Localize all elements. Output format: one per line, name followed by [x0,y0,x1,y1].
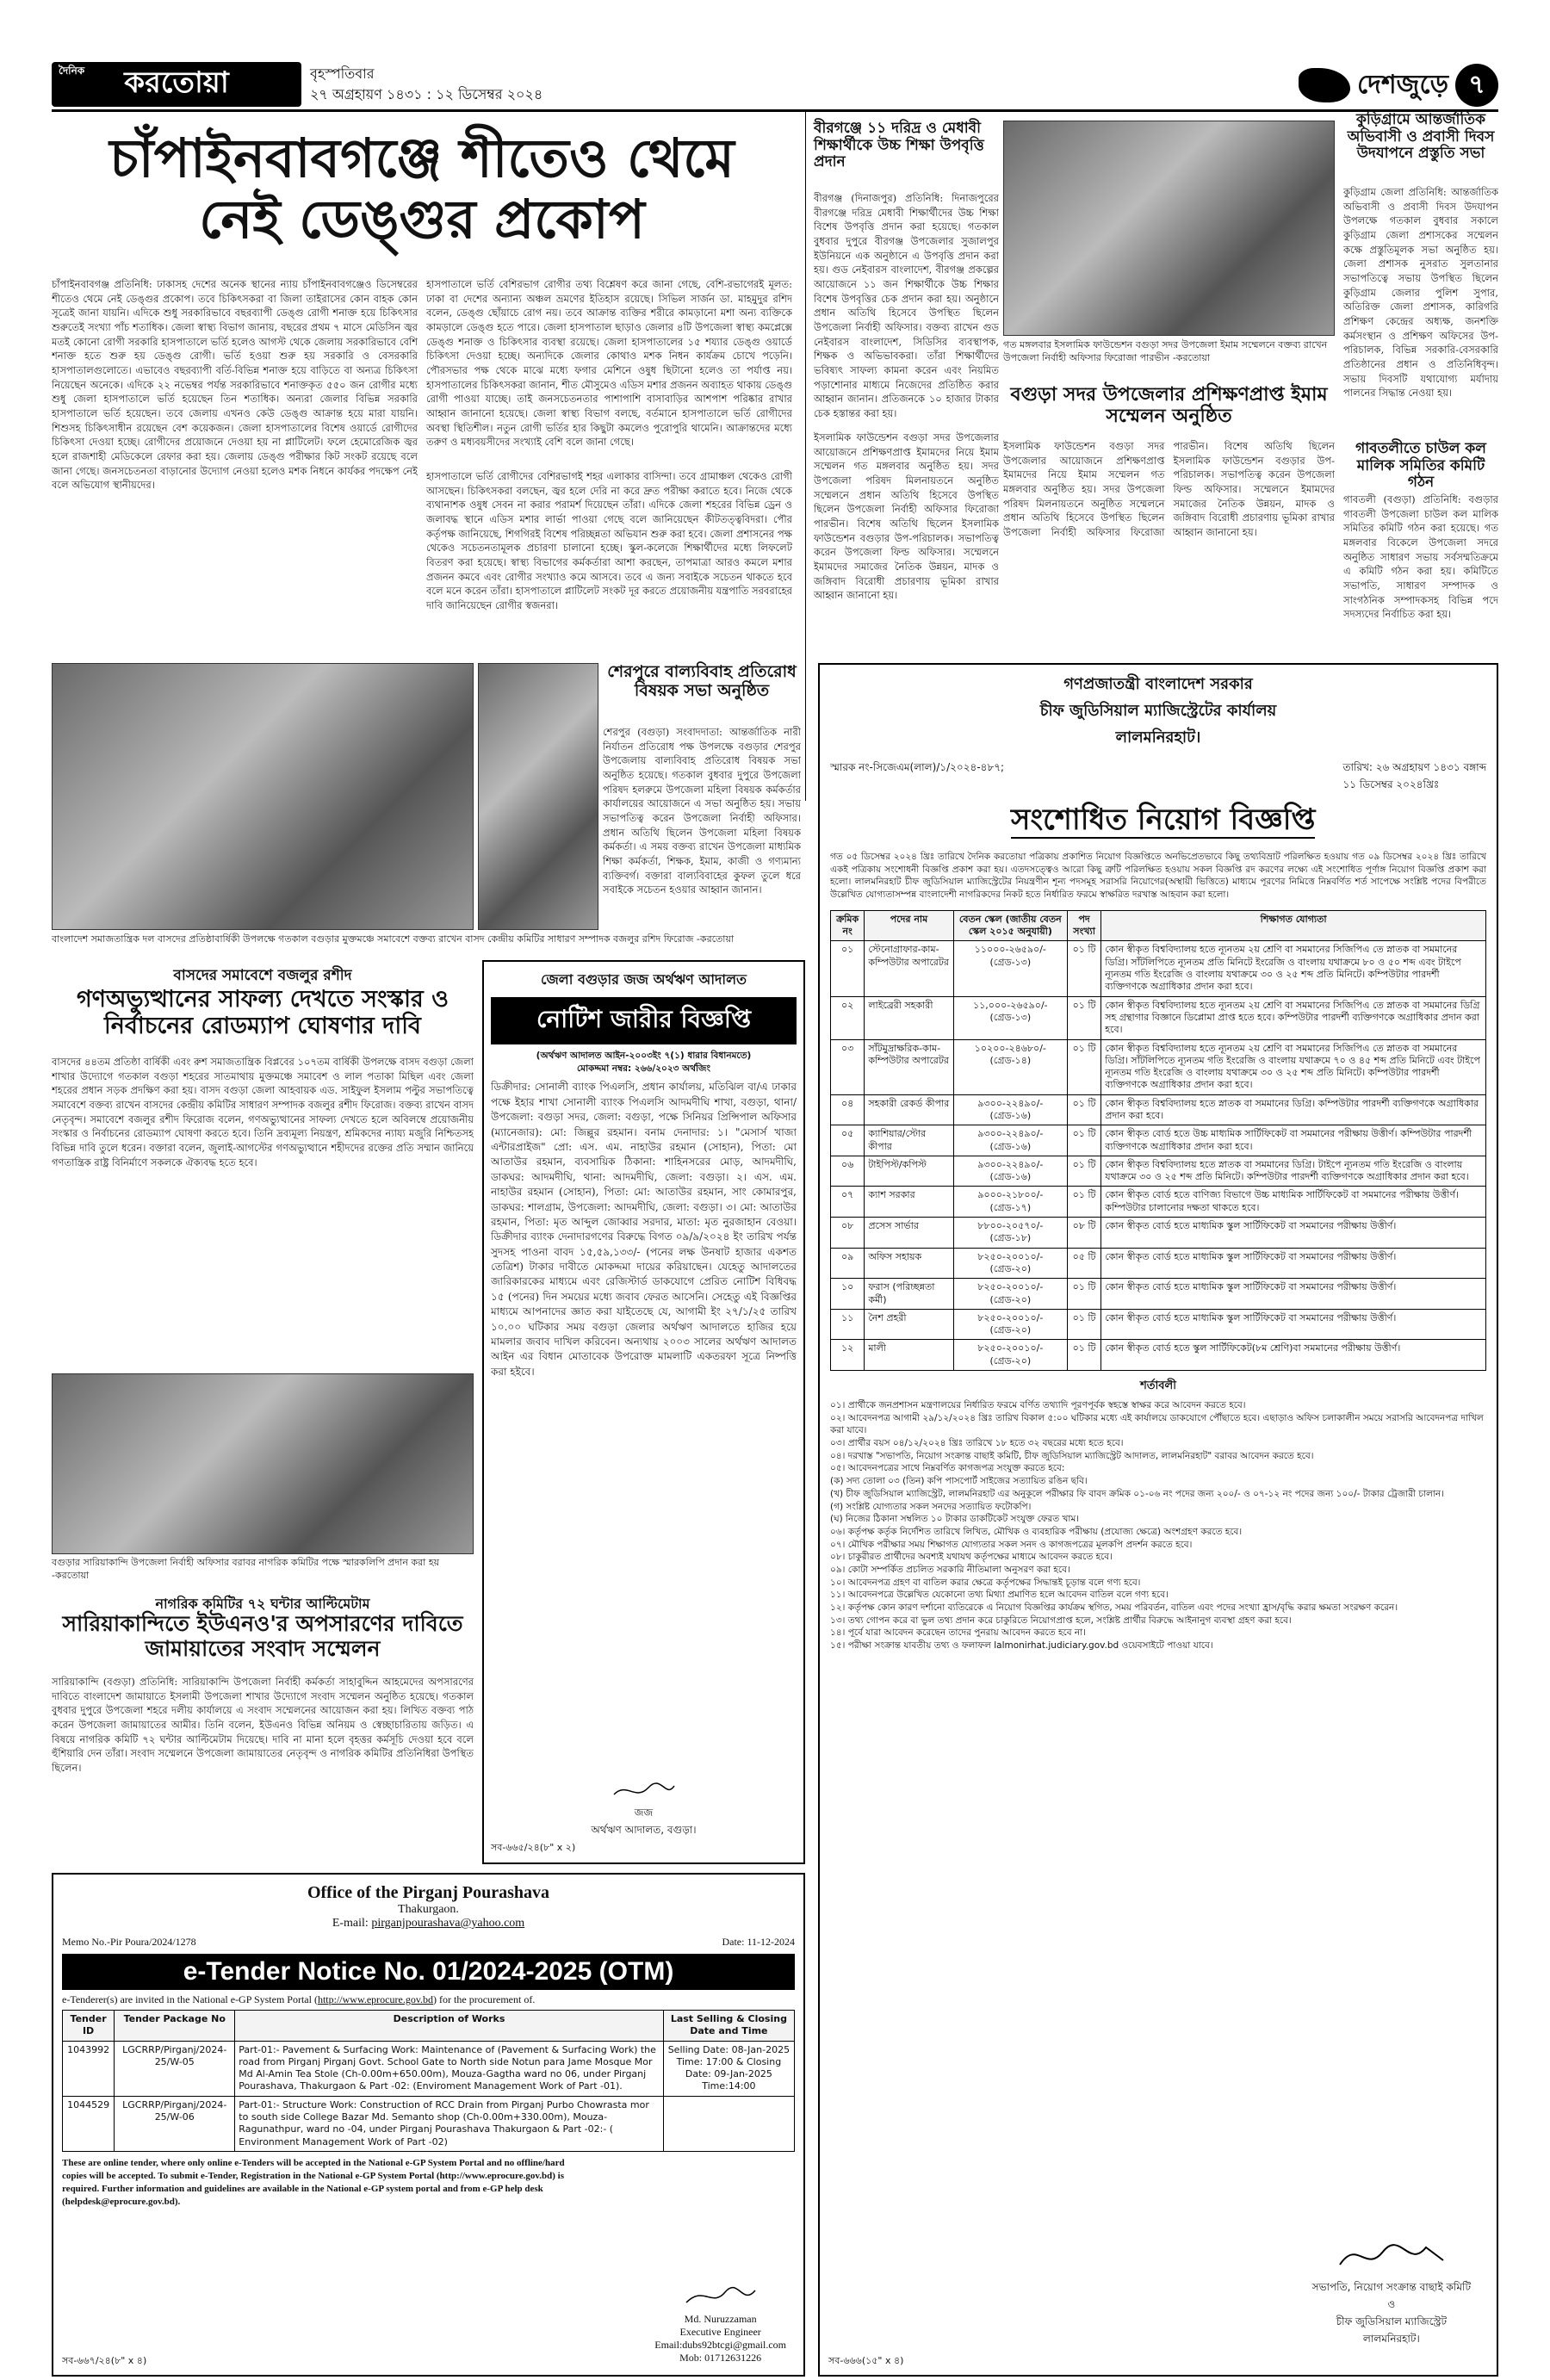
masthead [52,60,1498,112]
table-cell: LGCRRP/Pirganj/2024-25/W-05 [115,2041,235,2096]
table-cell: ০৮ টি [1067,1218,1100,1249]
table-cell: ০৯ [831,1248,865,1279]
signature-block: সভাপতি, নিয়োগ সংক্রান্ত বাছাই কমিটি ও চীফ জুডিসিয়াল ম্যাজিস্ট্রেট লালমনিরহাট। [1312,2234,1471,2349]
table-cell: ৯৩০০-২২৪৯০/- (গ্রেড-১৬) [953,1125,1067,1156]
table-cell [663,2096,794,2151]
tender-notice: Office of the Pirganj Pourashava Thakurgaon. E-mail: pirganjpourashava@yahoo.com Memo No.-Pir Poura/2024/1278 Date: 11-12-2024 e-Tender Notice No. 01/2024-2025 (OTM) e-Tenderer(s) are invited in the National e-GP System Portal (http://www.eprocure.gov.bd) for the procurement of. Tender ID Tender Package No Description of Works Last Selling & Closing Date and Time 1043992 LGCRRP/Pirganj/2024-25/W-05 Part-01:- Pavement & Surfacing Work: Maintenance of (Pavement & Surfacing Work) the road from Pirganj Pirganj Govt. School Gate to North side Notun para Jame Mosque Mor Md Al-Amin Tea Stole (Ch-0.00m+650.00m), Mouza-Gagtha ward no 06, under Pirganj Pourashava, Thakurgaon & Part -02: (Enviroment Management Work of Part -01). Selling Date: 08-Jan-2025 Time: 17:00 & Closing Date: 09-Jan-2025 Time:14:00 1044529 LGCRRP/Pirganj/2024-25/W-06 Part-01:- Structure Work: Construction of RCC Drain from Pirganj Purbo Chowrasta mor to south side College Bazar Md. Semanto shop (Ch-0.00m+330.00m), Mouza-Ragunathpur, ward no -04, under Pirganj Pourashava Thakurgaon & Part -02:- ( Environment Management Work of Part -02) These are online tender, where only online e-Tenders will be accepted in the National e-GP System Portal and no offline/hard copies will be accepted. To submit e-Tender, Registration in the National e-GP System Portal (http://www.eprocure.gov.bd) is required. Further information and guidelines are available in the National e-GP system portal and from e-GP help desk (helpdesk@eprocure.gov.bd). Md. Nuruzzaman Executive Engineer Email:dubs92btcgi@gmail.com Mob: 01712631226 সব-৬৬৭/২৪(৮" x ৪) [52,1873,805,2377]
table-cell: কোন স্বীকৃত বোর্ড হতে উচ্চ মাধ্যমিক সার্টিফিকেট বা সমমানের পরীক্ষায় উত্তীর্ণ। কম্পিউটার পারদর্শী ব্যক্তিগণকে অগ্রাধিকার প্রদান করা হবে। [1101,1125,1486,1156]
table-cell: কোন স্বীকৃত বিশ্ববিদ্যালয় হতে ন্যূনতম ২য় শ্রেণি বা সমমানের সিজিপিএ তে স্নাতক বা সমমানের ডিগ্রি। সাঁটলিপিতে ন্যূনতম গতি ইংরেজি ও বাংলায় যথাক্রমে ৭০ ও ৪৫ শব্দ প্রতি মিনিটে এবং টাইপে ন্যূনতম গতি ইংরেজি ও বাংলায় যথাক্রমে ৩০ ও ২৫ শব্দ প্রতি মিনিটে। কম্পিউটার পারদর্শী ব্যক্তিগণকে অগ্রাধিকার প্রদান করা হবে। [1101,1039,1486,1094]
table-cell: কোন স্বীকৃত বোর্ড হতে স্কুল সার্টিফিকেট(৮ম শ্রেণি)বা সমমানের পরীক্ষায় উত্তীর্ণ। [1101,1340,1486,1371]
table-cell: ০১ টি [1067,1125,1100,1156]
table-cell: ১০ [831,1279,865,1310]
imam-body: ইসলামিক ফাউন্ডেশন বগুড়া সদর উপজেলার আয়োজনে প্রশিক্ষণপ্রাপ্ত ইমামদের নিয়ে ইমাম সম্মেলন গত মঙ্গলবার অনুষ্ঠিত হয়। সদর উপজেলা পরিষদ মিলনায়তনে অনুষ্ঠিত সম্মেলনে প্রধান অতিথি হিসেবে উপস্থিত ছিলেন উপজেলা নির্বাহী অফিসার ফিরোজা পারভীন। বিশেষ অতিথি ছিলেন ইসলামিক ফাউন্ডেশন বগুড়ার উপ-পরিচালক। সভাপতিত্ব করেন উপজেলা ফিল্ড অফিসার। সম্মেলনে ইমামদের সমাজের নৈতিক উন্নয়ন, মাদক ও জঙ্গিবাদ বিরোধী প্রচারণায় ভূমিকা রাখার আহ্বান জানানো হয়। [1003,440,1335,539]
condition-item: ০৭। মৌখিক পরীক্ষার সময় শিক্ষাগত যোগ্যতার সকল সনদ ও কাগজপত্রের মূলকপি প্রদর্শন করতে হবে। [830,1539,1193,1550]
table-cell: সাঁটমুদ্রাক্ষরিক-কাম-কম্পিউটার অপারেটর [865,1039,953,1094]
birganj-headline: বীরগঞ্জে ১১ দরিদ্র ও মেধাবী শিক্ষার্থীকে উচ্চ শিক্ষা উপবৃত্তি প্রদান [814,120,984,171]
basad-kicker: বাসদের সমাবেশে বজলুর রশীদ [173,967,352,984]
table-cell: ০৭ [831,1187,865,1218]
table-header: Tender Package No [115,2011,235,2042]
condition-item: ১১। আবেদনপত্রে উল্লেখিত যেকোনো তথ্য মিথ্যা প্রমাণিত হলে আবেদন বাতিল বলে গণ্য হবে। [830,1590,1169,1601]
birganj-body: বীরগঞ্জ (দিনাজপুর) প্রতিনিধি: দিনাজপুরের বীরগঞ্জে দরিদ্র মেধাবী শিক্ষার্থীদের উচ্চ শিক্ষা বিশেষ উপবৃত্তি প্রদান করা হয়েছে। গতকাল বুধবার দুপুরে বীরগঞ্জ উপজেলার সুজালপুর ইউনিয়নে এক অনুষ্ঠানে এ উপবৃত্তি প্রদান করা হয়। গুড নেইবারস বাংলাদেশ, বীরগঞ্জ প্রকল্পের আয়োজনে ১১ জন শিক্ষার্থীকে উচ্চ শিক্ষার বিশেষ উপবৃত্তির চেক প্রদান করা হয়। অনুষ্ঠানে প্রধান অতিথি হিসেবে উপস্থিত ছিলেন উপজেলা নির্বাহী অফিসার। বক্তব্য রাখেন গুড নেইবারস বাংলাদেশ, সিডিসির ব্যবস্থাপক, শিক্ষক ও অভিভাবকরা। তাঁরা শিক্ষার্থীদের ভবিষ্যৎ সাফল্য কামনা করেন এবং নিয়মিত পড়াশোনার মাধ্যমে নিজেদের প্রতিষ্ঠিত করার আহ্বান জানান। প্রতিজনকে ১০ হাজার টাকার চেক হস্তান্তর করা হয়। [814,192,999,420]
kurigram-body: কুড়িগ্রাম জেলা প্রতিনিধি: আন্তর্জাতিক অভিবাসী ও প্রবাসী দিবস উদযাপন উপলক্ষে গতকাল বুধবার সকালে কুড়িগ্রাম জেলা প্রশাসকের সম্মেলন কক্ষে প্রস্তুতিমূলক সভা অনুষ্ঠিত হয়। জেলা প্রশাসক নুসরাত সুলতানার সভাপতিত্বে সভায় উপস্থিত ছিলেন কুড়িগ্রাম জেলার পুলিশ সুপার, অতিরিক্ত জেলা প্রশাসক, কারিগরি প্রশিক্ষণ কেন্দ্রের অধ্যক্ষ, জনশক্তি কর্মসংস্থান ও প্রশিক্ষণ অফিসের উপ-পরিচালক, বিভিন্ন সরকারি-বেসরকারি প্রতিষ্ঠানের প্রধান ও প্রতিনিধিবৃন্দ। সভায় দিবসটি যথাযোগ্য মর্যাদায় পালনের সিদ্ধান্ত নেওয়া হয়। [1343,186,1498,400]
birganj-body-cont: ইসলামিক ফাউন্ডেশন বগুড়া সদর উপজেলার আয়োজনে প্রশিক্ষণপ্রাপ্ত ইমামদের নিয়ে ইমাম সম্মেলন গত মঙ্গলবার অনুষ্ঠিত হয়। সদর উপজেলা পরিষদ মিলনায়তনে অনুষ্ঠিত সম্মেলনে প্রধান অতিথি হিসেবে উপস্থিত ছিলেন উপজেলা নির্বাহী অফিসার ফিরোজা পারভীন। বিশেষ অতিথি ছিলেন ইসলামিক ফাউন্ডেশন বগুড়ার উপ-পরিচালক। সভাপতিত্ব করেন উপজেলা ফিল্ড অফিসার। সম্মেলনে ইমামদের সমাজের নৈতিক উন্নয়ন, মাদক ও জঙ্গিবাদ বিরোধী প্রচারণায় ভূমিকা রাখার আহ্বান জানানো হয়। [814,431,999,602]
table-cell: কোন স্বীকৃত বোর্ড হতে মাধ্যমিক স্কুল সার্টিফিকেট বা সমমানের পরীক্ষায় উত্তীর্ণ। [1101,1218,1486,1249]
eprocure-link[interactable]: http://www.eprocure.gov.bd [317,1993,434,2005]
table-cell: সহকারী রেকর্ড কীপার [865,1094,953,1125]
condition-item: ০১। প্রার্থীকে জনপ্রশাসন মন্ত্রণালয়ের নির্ধারিত ফরমে বর্ণিত তথ্যাদি পূরণপূর্বক স্বহস্তে স্বাক্ষর করে আবেদন করতে হবে। [830,1400,1246,1411]
signature-icon [1331,2234,1452,2278]
sherpur-headline: শেরপুরে বাল্যবিবাহ প্রতিরোধ বিষয়ক সভা অনুষ্ঠিত [607,662,797,700]
table-cell: ৮২৫০-২০০১০/- (গ্রেড-২০) [953,1309,1067,1340]
table-cell: নৈশ প্রহরী [865,1309,953,1340]
table-cell: ০১ টি [1067,941,1100,996]
table-cell: কোন স্বীকৃত বোর্ড হতে বাণিজ্য বিভাগে উচ্চ মাধ্যমিক সার্টিফিকেট বা সমমানের পরীক্ষায় উত্তীর্ণ। কম্পিউটার চালানোর দক্ষতা থাকতে হবে। [1101,1187,1486,1218]
table-cell: ০৮ [831,1218,865,1249]
recruitment-notice: গণপ্রজাতন্ত্রী বাংলাদেশ সরকার চীফ জুডিসিয়াল ম্যাজিস্ট্রেটের কার্যালয় লালমনিরহাট। স্মারক নং-সিজেএম(লাল)/১/২০২৪-৪৮৭; তারিখ: ২৬ অগ্রহায়ণ ১৪৩১ বঙ্গাব্দ ১১ ডিসেম্বর ২০২৪খ্রিঃ সংশোধিত নিয়োগ বিজ্ঞপ্তি গত ০৫ ডিসেম্বর ২০২৪ খ্রিঃ তারিখে দৈনিক করতোয়া পত্রিকায় প্রকাশিত নিয়োগ বিজ্ঞপ্তিতে অনভিপ্রেতভাবে কিছু তথ্যবিভ্রাট পরিলক্ষিত হওয়ায় গত ০৯ ডিসেম্বর ২০২৪ খ্রিঃ তারিখে একই পত্রিকায় সংশোধনী বিজ্ঞপ্তি প্রকাশ করা হয়। এতদসত্ত্বেও আরো কিছু ত্রুটি পরিলক্ষিত হওয়ায় সকল বিজ্ঞপ্তি রদ করণের লক্ষ্যে এই সংশোধিত পূর্ণাঙ্গ নিয়োগ বিজ্ঞপ্তি প্রকাশ করা হলো। লালমনিরহাট চীফ জুডিসিয়াল ম্যাজিস্ট্রেটের নিয়ন্ত্রণীন শূন্য পদসমূহ সরাসরি নিয়োগের(অস্থায়ী ভিত্তিতে) মাধ্যমে পূরণের নিমিত্তে নিম্নবর্ণিত শর্ত সাপেক্ষে সংশ্লিষ্ট পদের বিপরীতে উল্লেখিত যোগ্যতাসম্পন্ন বাংলাদেশী নাগরিকদের নিকট হতে নির্ধারিত ফরমে স্বাক্ষরিত দরখাস্ত আহবান করা হলো। ক্রমিক নং পদের নাম বেতন স্কেল (জাতীয় বেতন স্কেল ২০১৫ অনুযায়ী) পদ সংখ্যা শিক্ষাগত যোগ্যতা ০১ স্টেনোগ্রাফার-কাম-কম্পিউটার অপারেটর ১১০০০-২৬৫৯০/- (গ্রেড-১৩) ০১ টি কোন স্বীকৃত বিশ্ববিদ্যালয় হতে ন্যূনতম ২য় শ্রেণি বা সমমানের সিজিপিএ তে স্নাতক বা সমমানের ডিগ্রি। সাঁটলিপিতে ন্যূনতম প্রতি মিনিটে ইংরেজি ও বাংলায় যথাক্রমে ৮০ ও ৫০ শব্দ এবং টাইপে ন্যূনতম গতি ইংরেজি ও বাংলায় যথাক্রমে ৩০ ও ২৫ শব্দ প্রতি মিনিটে। কম্পিউটার পারদর্শী ব্যক্তিগণকে অগ্রাধিকার প্রদান করা হবে। ০২ লাইব্রেরী সহকারী ১১,০০০-২৬৫৯০/- (গ্রেড-১৩) ০১ টি কোন স্বীকৃত বিশ্ববিদ্যালয় হতে ন্যূনতম ২য় শ্রেণি বা সমমানের সিজিপিএ তে স্নাতক বা সমমানের ডিগ্রি সহ গ্রন্থাগার বিজ্ঞানে ডিপ্লোমা প্রাপ্ত হতে হবে। কম্পিউটার পারদর্শী ব্যক্তিগণকে অগ্রাধিকার প্রদান করা হবে। ০৩ সাঁটমুদ্রাক্ষরিক-কাম-কম্পিউটার অপারেটর ১০২০০-২৪৬৮০/- (গ্রেড-১৪) ০১ টি কোন স্বীকৃত বিশ্ববিদ্যালয় হতে ন্যূনতম ২য় শ্রেণি বা সমমানের সিজিপিএ তে স্নাতক বা সমমানের ডিগ্রি। সাঁটলিপিতে ন্যূনতম গতি ইংরেজি ও বাংলায় যথাক্রমে ৭০ ও ৪৫ শব্দ প্রতি মিনিটে এবং টাইপে ন্যূনতম গতি ইংরেজি ও বাংলায় যথাক্রমে ৩০ ও ২৫ শব্দ প্রতি মিনিটে। কম্পিউটার পারদর্শী ব্যক্তিগণকে অগ্রাধিকার প্রদান করা হবে। ০৪ সহকারী রেকর্ড কীপার ৯৩০০-২২৪৯০/- (গ্রেড-১৬) ০১ টি কোন স্বীকৃত বিশ্ববিদ্যালয় হতে স্নাতক বা সমমানের ডিগ্রি। কম্পিউটার পারদর্শী ব্যক্তিগণকে অগ্রাধিকার প্রদান করা হবে। ০৫ ক্যাশিয়ার/স্টোর কীপার ৯৩০০-২২৪৯০/- (গ্রেড-১৬) ০১ টি কোন স্বীকৃত বোর্ড হতে উচ্চ মাধ্যমিক সার্টিফিকেট বা সমমানের পরীক্ষায় উত্তীর্ণ। কম্পিউটার পারদর্শী ব্যক্তিগণকে অগ্রাধিকার প্রদান করা হবে। ০৬ টাইপিস্ট/কপিস্ট ৯৩০০-২২৪৯০/- (গ্রেড-১৬) ০১ টি কোন স্বীকৃত বিশ্ববিদ্যালয় হতে স্নাতক বা সমমানের ডিগ্রি। টাইপে ন্যূনতম গতি ইংরেজি ও বাংলায় যথাক্রমে ৩০ ও ২৫ শব্দ প্রতি মিনিটে। কম্পিউটার পারদর্শী ব্যক্তিগণকে অগ্রাধিকার প্রদান করা হবে। ০৭ ক্যাশ সরকার ৯০০০-২১৮০০/- (গ্রেড-১৭) ০১ টি কোন স্বীকৃত বোর্ড হতে বাণিজ্য বিভাগে উচ্চ মাধ্যমিক সার্টিফিকেট বা সমমানের পরীক্ষায় উত্তীর্ণ। কম্পিউটার চালানোর দক্ষতা থাকতে হবে। ০৮ প্রসেস সার্ভার ৮৮০০-২০৫৭০/- (গ্রেড-১৮) ০৮ টি কোন স্বীকৃত বোর্ড হতে মাধ্যমিক স্কুল সার্টিফিকেট বা সমমানের পরীক্ষায় উত্তীর্ণ। ০৯ অফিস সহায়ক ৮২৫০-২০০১০/- (গ্রেড-২০) ০৫ টি কোন স্বীকৃত বোর্ড হতে মাধ্যমিক স্কুল সার্টিফিকেট বা সমমানের পরীক্ষায় উত্তীর্ণ। ১০ ফরাস (পরিচ্ছন্নতা কর্মী) ৮২৫০-২০০১০/- (গ্রেড-২০) ০১ টি কোন স্বীকৃত বোর্ড হতে মাধ্যমিক স্কুল সার্টিফিকেট বা সমমানের পরীক্ষায় উত্তীর্ণ। ১১ নৈশ প্রহরী ৮২৫০-২০০১০/- (গ্রেড-২০) ০১ টি কোন স্বীকৃত বোর্ড হতে মাধ্যমিক স্কুল সার্টিফিকেট বা সমমানের পরীক্ষায় উত্তীর্ণ। ১২ মালী ৮২৫০-২০০১০/- (গ্রেড-২০) ০১ টি কোন স্বীকৃত বোর্ড হতে স্কুল সার্টিফিকেট(৮ম শ্রেণি)বা সমমানের পরীক্ষায় উত্তীর্ণ। শর্তাবলী ০১। প্রার্থীকে জনপ্রশাসন মন্ত্রণালয়ের নির্ধারিত ফরমে বর্ণিত তথ্যাদি পূরণপূর্বক স্বহস্তে স্বাক্ষর করে আবেদন করতে হবে। ০২। আবেদনপত্র আগামী ২৯/১২/২০২৪ খ্রিঃ তারিখ বিকাল ৫:০০ ঘটিকার মধ্যে এই কার্যালয়ে ডাকযোগে পৌঁছাতে হবে। এছাড়াও অফিস চলাকালীন সময়ে সরাসরি আবেদনপত্র দাখিল করা যাবে। ০৩। প্রার্থীর বয়স ০৪/১২/২০২৪ খ্রিঃ তারিখে ১৮ হতে ৩২ বছরের মধ্যে হতে হবে। ০৪। দরখাস্ত "সভাপতি, নিয়োগ সংক্রান্ত বাছাই কমিটি, চীফ জুডিসিয়াল ম্যাজিস্ট্রেট আদালত, লালমনিরহাট" বরাবর আবেদন করতে হবে। ০৫। আবেদনপত্রের সাথে নিম্নবর্ণিত কাগজপত্র সংযুক্ত করতে হবে: (ক) সদ্য তোলা ০৩ (তিন) কপি পাসপোর্ট সাইজের সত্যায়িত রঙিন ছবি। (খ) চীফ জুডিসিয়াল ম্যাজিস্ট্রেট, লালমনিরহাট এর অনুকূলে পরীক্ষার ফি বাবদ ক্রমিক ০১-০৬ নং পদের জন্য ২০০/- ও ০৭-১২ নং পদের জন্য ১০০/- টাকার ট্রেজারী চালান। (গ) সংশ্লিষ্ট যোগ্যতার সকল সনদের সত্যায়িত ফটোকপি। (ঘ) নিজের ঠিকানা সম্বলিত ১০ টাকার ডাকটিকেট সংযুক্ত ফেরত খাম। ০৬। কর্তৃপক্ষ কর্তৃক নির্দেশিত তারিখে লিখিত, মৌখিক ও ব্যবহারিক পরীক্ষায় (প্রযোজ্য ক্ষেত্রে) অংশগ্রহণ করতে হবে। ০৭। মৌখিক পরীক্ষার সময় শিক্ষাগত যোগ্যতার সকল সনদ ও কাগজপত্রের মূলকপি প্রদর্শন করতে হবে। ০৮। চাকুরীরত প্রার্থীদের অবশ্যই যথাযথ কর্তৃপক্ষের মাধ্যমে আবেদন করতে হবে। ০৯। কোটা সম্পর্কিত প্রচলিত সরকারি নীতিমালা অনুসরণ করা হবে। ১০। আবেদনপত্র গ্রহণ বা বাতিল করার ক্ষেত্রে কর্তৃপক্ষের সিদ্ধান্তই চূড়ান্ত বলে গণ্য হবে। ১১। আবেদনপত্রে উল্লেখিত যেকোনো তথ্য মিথ্যা প্রমাণিত হলে আবেদন বাতিল বলে গণ্য হবে। ১২। কর্তৃপক্ষ কোন কারণ দর্শানো ব্যতিরেকে এ নিয়োগ বিজ্ঞপ্তির কার্যক্রম স্থগিত, সময় পরিবর্তন, বাতিল এবং পদের সংখ্যা হ্রাস/বৃদ্ধি করার ক্ষমতা সংরক্ষণ করেন। ১৩। তথ্য গোপন করে বা ভুল তথ্য প্রদান করে চাকুরিতে নিয়োগপ্রাপ্ত হলে, সংশ্লিষ্ট প্রার্থীর বিরুদ্ধে আইনানুগ ব্যবস্থা গ্রহণ করা হবে। ১৪। পূর্বে যারা আবেদন করেছেন তাদের পুনরায় আবেদন করতে হবে না। ১৫। পরীক্ষা সংক্রান্ত যাবতীয় তথ্য ও ফলাফল lalmonirhat.judiciary.gov.bd ওয়েবসাইটে পাওয়া যাবে। সভাপতি, নিয়োগ সংক্রান্ত বাছাই কমিটি ও চীফ জুডিসিয়াল ম্যাজিস্ট্রেট লালমনিরহাট। সব-৬৬৬(১৫" x ৪) [818,663,1498,2377]
table-cell: ৮২৫০-২০০১০/- (গ্রেড-২০) [953,1340,1067,1371]
photo-caption: বগুড়ার সারিয়াকান্দি উপজেলা নির্বাহী অফিসার বরাবর নাগরিক কমিটির পক্ষে স্মারকলিপি প্রদান করা হয় -করতোয়া [52,1557,440,1581]
table-cell: টাইপিস্ট/কপিস্ট [865,1156,953,1187]
table-cell: ০১ টি [1067,1279,1100,1310]
sariakandi-photo [52,1373,474,1554]
imam-headline: বগুড়া সদর উপজেলার প্রশিক্ষণপ্রাপ্ত ইমাম সম্মেলন অনুষ্ঠিত [1010,384,1328,428]
table-cell: ১২ [831,1340,865,1371]
table-header: পদের নাম [865,910,953,941]
table-row [831,1248,1486,1279]
table-row [63,2041,795,2096]
table-cell: কোন স্বীকৃত বোর্ড হতে মাধ্যমিক স্কুল সার্টিফিকেট বা সমমানের পরীক্ষায় উত্তীর্ণ। [1101,1279,1486,1310]
table-header: Description of Works [235,2011,663,2042]
table-cell: 1043992 [63,2041,115,2096]
notice-date: তারিখ: ২৬ অগ্রহায়ণ ১৪৩১ বঙ্গাব্দ ১১ ডিসেম্বর ২০২৪খ্রিঃ [1342,761,1486,790]
table-cell: ০১ টি [1067,1039,1100,1094]
table-header: ক্রমিক নং [831,910,865,941]
kurigram-headline: কুড়িগ্রামে আন্তর্জাতিক অভিবাসী ও প্রবাসী দিবস উদযাপনে প্রস্তুতি সভা [1347,111,1495,163]
condition-item: ০৮। চাকুরীরত প্রার্থীদের অবশ্যই যথাযথ কর্তৃপক্ষের মাধ্যমে আবেদন করতে হবে। [830,1552,1113,1563]
condition-item: ০২। আবেদনপত্র আগামী ২৯/১২/২০২৪ খ্রিঃ তারিখ বিকাল ৫:০০ ঘটিকার মধ্যে এই কার্যালয়ে ডাকযোগে পৌঁছাতে হবে। এছাড়াও অফিস চলাকালীন সময়ে সরাসরি আবেদনপত্র দাখিল করা যাবে। [830,1412,1484,1436]
section-label: দেশজুড়ে ৭ [1299,64,1498,107]
sariakandi-body: সারিয়াকান্দি (বগুড়া) প্রতিনিধি: সারিয়াকান্দি উপজেলা নির্বাহী কর্মকর্তা সাহাবুদ্দিন আহমেদের অপসারণের দাবিতে বাংলাদেশ জামায়াতে ইসলামী উপজেলা শাখার উদ্যোগে সংবাদ সম্মেলন অনুষ্ঠিত হয়েছে। গতকাল বুধবার দুপুরে উপজেলা শহরে দলীয় কার্যালয়ে এ সংবাদ সম্মেলনের আয়োজন করা হয়। লিখিত বক্তব্য পাঠ করেন উপজেলা জামায়াতের আমীর। তিনি বলেন, ইউএনও বিভিন্ন অনিয়ম ও স্বেচ্ছাচারিতায় জড়িত। এ বিষয়ে নাগরিক কমিটি ৭২ ঘন্টার আল্টিমেটাম দিয়েছে। দাবি না মানা হলে বৃহত্তর কর্মসূচি দেওয়া হবে বলে হুঁশিয়ারি দেন তাঁরা। সংবাদ সম্মেলনে উপজেলা জামায়াতের নেতৃবৃন্দ ও নাগরিক কমিটির প্রতিনিধিরা উপস্থিত ছিলেন। [52,1676,474,1775]
table-header: পদ সংখ্যা [1067,910,1100,941]
posts-table [830,910,1486,1371]
memo-number: স্মারক নং-সিজেএম(লাল)/১/২০২৪-৪৮৭; [830,761,1005,773]
table-cell: ৮২৫০-২০০১০/- (গ্রেড-২০) [953,1279,1067,1310]
table-cell: LGCRRP/Pirganj/2024-25/W-06 [115,2096,235,2151]
court-notice-title: নোটিশ জারীর বিজ্ঞপ্তি [491,997,797,1044]
table-cell: কোন স্বীকৃত বিশ্ববিদ্যালয় হতে ন্যূনতম ২য় শ্রেণি বা সমমানের সিজিপিএ তে স্নাতক বা সমমানের ডিগ্রি সহ গ্রন্থাগার বিজ্ঞানে ডিপ্লোমা প্রাপ্ত হতে হবে। কম্পিউটার পারদর্শী ব্যক্তিগণকে অগ্রাধিকার প্রদান করা হবে। [1101,996,1486,1039]
table-header: Tender ID [63,2011,115,2042]
table-row [831,996,1486,1039]
lead-body-col2: হাসপাতালে ভর্তি বেশিরভাগ রোগীর তথ্য বিশ্লেষণ করে জানা গেছে, বেশি-রভাগেরই মূলত: ঢাকা বা দেশের অন্যান্য অঞ্চল ভ্রমণের ইতিহাস রয়েছে। সিভিল সার্জন ডা. মাহমুদুর রশিদ বলেন, ডেঙ্গু ছোঁয়াচে রোগ নয়। তবে আক্রান্ত ব্যক্তির শরীরে কামড়ানো মশা অন্য ব্যক্তিকে কামড়ালে ডেঙ্গু হতে পারে। জেলা হাসপাতাল ছাড়াও জেলার ৪টি উপজেলা স্বাস্থ্য কমপ্লেক্সে ডেঙ্গু শনাক্ত ও চিকিৎসার ব্যবস্থা রয়েছে। জেলা হাসপাতালের ১৫ শয্যার ডেঙ্গু ওয়ার্ডে চিকিৎসা দেওয়া হচ্ছে। অন্যদিকে জেলার কোথাও মশক নিধন কার্যক্রম চোখে পড়েনি। পৌরসভার পক্ষ থেকে মাঝে মধ্যে ফগার মেশিনে ওষুধ ছিটানো হলেও তা পর্যাপ্ত নয়। হাসপাতালের চিকিৎসকরা জানান, শীত মৌসুমেও এডিস মশার প্রজনন অব্যাহত থাকায় ডেঙ্গু রোগী পাওয়া যাচ্ছে। তাই জনসচেতনতার পাশাপাশি বাসাবাড়ির আশপাশ পরিষ্কার রাখার আহ্বান জানানো হয়েছে। জেলা স্বাস্থ্য বিভাগ বলছে, বর্তমানে হাসপাতালে ভর্তি রোগীদের অবস্থা স্থিতিশীল। নতুন রোগী ভর্তির হার কিছুটা কমলেও পুরোপুরি থামেনি। আক্রান্তদের মধ্যে তরুণ ও মধ্যবয়সীদের সংখ্যাই বেশি বলে জানা গেছে। [426,278,792,449]
table-cell: ০১ টি [1067,1309,1100,1340]
table-cell: ০১ টি [1067,1094,1100,1125]
table-cell: মালী [865,1340,953,1371]
imam-conference-photo [1003,121,1335,336]
bangladesh-map-icon [1299,68,1350,102]
table-cell: অফিস সহায়ক [865,1248,953,1279]
notice-intro: গত ০৫ ডিসেম্বর ২০২৪ খ্রিঃ তারিখে দৈনিক করতোয়া পত্রিকায় প্রকাশিত নিয়োগ বিজ্ঞপ্তিতে অনভিপ্রেতভাবে কিছু তথ্যবিভ্রাট পরিলক্ষিত হওয়ায় গত ০৯ ডিসেম্বর ২০২৪ খ্রিঃ তারিখে একই পত্রিকায় সংশোধনী বিজ্ঞপ্তি প্রকাশ করা হয়। এতদসত্ত্বেও আরো কিছু ত্রুটি পরিলক্ষিত হওয়ায় সকল বিজ্ঞপ্তি রদ করণের লক্ষ্যে এই সংশোধিত পূর্ণাঙ্গ নিয়োগ বিজ্ঞপ্তি প্রকাশ করা হলো। লালমনিরহাট চীফ জুডিসিয়াল ম্যাজিস্ট্রেটের নিয়ন্ত্রণীন শূন্য পদসমূহ সরাসরি নিয়োগের(অস্থায়ী ভিত্তিতে) মাধ্যমে পূরণের নিমিত্তে নিম্নবর্ণিত শর্ত সাপেক্ষে সংশ্লিষ্ট পদের বিপরীতে উল্লেখিত যোগ্যতাসম্পন্ন বাংলাদেশী নাগরিকদের নিকট হতে নির্ধারিত ফরমে স্বাক্ষরিত দরখাস্ত আহবান করা হলো। [830,852,1486,901]
condition-item: ০৬। কর্তৃপক্ষ কর্তৃক নির্দেশিত তারিখে লিখিত, মৌখিক ও ব্যবহারিক পরীক্ষায় (প্রযোজ্য ক্ষেত্রে) অংশগ্রহণ করতে হবে। [830,1526,1243,1537]
table-row [63,2096,795,2151]
tender-table [62,2010,795,2152]
table-row [831,1094,1486,1125]
table-cell: ০৫ টি [1067,1248,1100,1279]
court-notice: জেলা বগুড়ার জজ অর্থঋণ আদালত নোটিশ জারীর বিজ্ঞপ্তি (অর্থঋণ আদালত আইন-২০০৩ইং ৭(১) ধারার বিধানমতে) মোকদ্দমা নম্বর: ২৬৬/২০২৩ অর্থজিং ডিক্রীদার: সোনালী ব্যাংক পিএলসি, প্রধান কার্যালয়, মতিঝিল বা/এ ঢাকার পক্ষে ইহার শাখা সোনালী ব্যাংক পিএলসি আদমদীঘি শাখা, বগুড়া, থানা/ উপজেলা: বগুড়া সদর, জেলা: বগুড়া, পক্ষে সিনিয়র প্রিন্সিপাল অফিসার (ম্যানেজার): মো: জিল্লুর রহমান। বনাম দেনাদার: ১। "মেসার্স খাজা এন্টারপ্রাইজ" প্রো: এস. এম. নাহাউর রহমান (সোহান), পিতা: মো আতাউর রহমান, ব্যবসায়িক ঠিকানা: শাহিনসরের মোড়, আদমদীঘি, ডাকঘর: আদমদীঘি, থানা: আদমদীঘি, জেলা: বগুড়া। ২। এস. এম. নাহাউর রহমান (সোহান), পিতা: মো: আতাউর রহমান, সাং কোমারপুর, ডাকঘর: শালগ্রাম, উপজেলা: আদমদীঘি, জেলা: বগুড়া। ৩। মো: আতাউর রহমান, পিতা: মৃত আব্দুল জোব্বার সরদার, মাতা: মৃত নুরজাহান বেওয়া। ডিক্রীদার ব্যাংক দেনাদারগণের বিরুদ্ধে বিগত ০৯/৯/২০২৪ ইং তারিখ পর্যন্ত সুদসহ পাওনা বাবদ ১৫,৫৯,১৩৩/- (পনের লক্ষ উনষাট হাজার একশত তেত্রিশ) টাকার দাবীতে মোকদ্দমা দায়ের করিয়াছেন। যেহেতু আদালতের জারিকারকের মাধ্যমে এবং রেজিস্টার্ড ডাকযোগে প্রেরিত নোটিশ বিধিবদ্ধ ১৫ (পনের) দিন সময়ের মধ্যে জবাব ফেরত আসেনি। সেহেতু এই বিজ্ঞপ্তির মাধ্যমে আপনাদের জ্ঞাত করা যাইতেছে যে, আগামী ইং ২৭/১/২৫ তারিখ ১০.০০ ঘটিকার সময় বগুড়া জেলার অর্থঋণ আদালতে হাজির হয়ে মামলার জবাব দাখিল করিবেন। অন্যথায় ২০০৩ সালের অর্থঋণ আদালত আইন এর বিধান মোতাবেক উপরোক্ত মামলাটি একতরফা সূত্রে নিষ্পত্তি করা হইবে। জজ অর্থঋণ আদালত, বগুড়া। সব-৬৬৫/২৪(৮" x ২) [482,960,805,1864]
table-cell: কোন স্বীকৃত বোর্ড হতে মাধ্যমিক স্কুল সার্টিফিকেট বা সমমানের পরীক্ষায় উত্তীর্ণ। [1101,1248,1486,1279]
condition-item: ১৪। পূর্বে যারা আবেদন করেছেন তাদের পুনরায় আবেদন করতে হবে না। [830,1627,1086,1639]
table-cell: ৯০০০-২১৮০০/- (গ্রেড-১৭) [953,1187,1067,1218]
table-cell: Part-01:- Structure Work: Construction of RCC Drain from Pirganj Purbo Chowrasta mor to south side College Bazar Md. Semanto shop (Ch-0.00m+330.00m), Mouza-Ragunathpur, ward no -04, under Pirganj Pourashava Thakurgaon & Part -02:- ( Environment Management Work of Part -02) [235,2096,663,2151]
email-link[interactable]: pirganjpourashava@yahoo.com [371,1917,525,1930]
table-cell: ১০২০০-২৪৬৮০/- (গ্রেড-১৪) [953,1039,1067,1094]
table-cell: Part-01:- Pavement & Surfacing Work: Maintenance of (Pavement & Surfacing Work) the road from Pirganj Pirganj Govt. School Gate to North side Notun para Jame Mosque Mor Md Al-Amin Tea Stole (Ch-0.00m+650.00m), Mouza-Gagtha ward no 06, under Pirganj Pourashava, Thakurgaon & Part -02: (Enviroment Management Work of Part -01). [235,2041,663,2096]
table-cell: কোন স্বীকৃত বিশ্ববিদ্যালয় হতে স্নাতক বা সমমানের ডিগ্রি। টাইপে ন্যূনতম গতি ইংরেজি ও বাংলায় যথাক্রমে ৩০ ও ২৫ শব্দ প্রতি মিনিটে। কম্পিউটার পারদর্শী ব্যক্তিগণকে অগ্রাধিকার প্রদান করা হবে। [1101,1156,1486,1187]
table-cell: ০১ টি [1067,1187,1100,1218]
table-cell: কোন স্বীকৃত বিশ্ববিদ্যালয় হতে ন্যূনতম ২য় শ্রেণি বা সমমানের সিজিপিএ তে স্নাতক বা সমমানের ডিগ্রি। সাঁটলিপিতে ন্যূনতম প্রতি মিনিটে ইংরেজি ও বাংলায় যথাক্রমে ৮০ ও ৫০ শব্দ এবং টাইপে ন্যূনতম গতি ইংরেজি ও বাংলায় যথাক্রমে ৩০ ও ২৫ শব্দ প্রতি মিনিটে। কম্পিউটার পারদর্শী ব্যক্তিগণকে অগ্রাধিকার প্রদান করা হবে। [1101,941,1486,996]
table-cell: ক্যাশিয়ার/স্টোর কীপার [865,1125,953,1156]
condition-item: (খ) চীফ জুডিসিয়াল ম্যাজিস্ট্রেট, লালমনিরহাট এর অনুকূলে পরীক্ষার ফি বাবদ ক্রমিক ০১-০৬ নং পদের জন্য ২০০/- ও ০৭-১২ নং পদের জন্য ১০০/- টাকার ট্রেজারী চালান। [830,1488,1444,1499]
table-cell: ০২ [831,996,865,1039]
sariakandi-kicker: নাগরিক কমিটির ৭২ ঘন্টার আল্টিমেটাম [155,1596,370,1612]
condition-item: ১৫। পরীক্ষা সংক্রান্ত যাবতীয় তথ্য ও ফলাফল lalmonirhat.judiciary.gov.bd ওয়েবসাইটে পাওয়া যাবে। [830,1640,1213,1652]
newspaper-logo: দৈনিক করতোয়া [52,62,301,107]
table-cell: ক্যাশ সরকার [865,1187,953,1218]
table-cell: ০১ টি [1067,1340,1100,1371]
basad-rally-photo [52,663,474,930]
condition-item: ০৫। আবেদনপত্রের সাথে নিম্নবর্ণিত কাগজপত্র সংযুক্ত করতে হবে: [830,1463,1065,1474]
condition-item: (ক) সদ্য তোলা ০৩ (তিন) কপি পাসপোর্ট সাইজের সত্যায়িত রঙিন ছবি। [830,1476,1088,1487]
table-cell: লাইব্রেরী সহকারী [865,996,953,1039]
table-row [831,1218,1486,1249]
table-row [831,1279,1486,1310]
table-row [831,1340,1486,1371]
table-cell: স্টেনোগ্রাফার-কাম-কম্পিউটার অপারেটর [865,941,953,996]
table-cell: ০১ টি [1067,1156,1100,1187]
table-cell: ফরাস (পরিচ্ছন্নতা কর্মী) [865,1279,953,1310]
photo-caption: বাংলাদেশ সমাজতান্ত্রিক দল বাসদের প্রতিষ্ঠাবার্ষিকী উপলক্ষে গতকাল বগুড়ার মুক্তমঞ্চে সমাবেশে বক্তব্য রাখেন বাসদ কেন্দ্রীয় কমিটির সাধারণ সম্পাদক বজলুর রশিদ ফিরোজ -করতোয়া [52,933,735,945]
sariakandi-headline: সারিয়াকান্দিতে ইউএনও'র অপসারণের দাবিতে জামায়াতের সংবাদ সম্মেলন [62,1611,463,1661]
conditions-list [830,1399,1486,1652]
photo-caption: গত মঙ্গলবার ইসলামিক ফাউন্ডেশন বগুড়া সদর উপজেলা ইমাম সম্মেলনে বক্তব্য রাখেন উপজেলা নির্বাহী অফিসার ফিরোজা পারভীন -করতোয়া [1003,339,1328,363]
signature-icon [682,2284,760,2309]
lead-headline: চাঁপাইনবাবগঞ্জে শীতেও থেমে নেই ডেঙ্গুর প্রকোপ [109,127,735,251]
table-cell: কোন স্বীকৃত বিশ্ববিদ্যালয় হতে স্নাতক বা সমমানের ডিগ্রি। কম্পিউটার পারদর্শী ব্যক্তিগণকে অগ্রাধিকার প্রদান করা হবে। [1101,1094,1486,1125]
page-number: ৭ [1455,64,1498,107]
table-row [831,1187,1486,1218]
table-cell: কোন স্বীকৃত বোর্ড হতে মাধ্যমিক স্কুল সার্টিফিকেট বা সমমানের পরীক্ষায় উত্তীর্ণ। [1101,1309,1486,1340]
basad-body: বাসদের ৪৪তম প্রতিষ্ঠা বার্ষিকী এবং রুশ সমাজতান্ত্রিক বিপ্লবের ১০৭তম বার্ষিকী উপলক্ষে বাসদ বগুড়া জেলা শাখার উদ্যোগে গতকাল বগুড়া শহরের সাতমাথায় মুক্তমঞ্চে সমাবেশ ও লাল পতাকা মিছিল এবং জেলা শহরের প্রধান সড়ক প্রদক্ষিণ করা হয়। বাসদ বগুড়া জেলা আহবায়ক এড. সাইফুল ইসলাম পল্টুর সভাপতিত্বে সমাবেশে বক্তব্য রাখেন বাসদের কেন্দ্রীয় কমিটির সাধারণ সম্পাদক বজলুর রশীদ ফিরোজ। বক্তব্য রাখেন বাসদ নেতৃবৃন্দ। সমাবেশে বজলুর রশীদ ফিরোজ বলেন, গণঅভ্যুত্থানের সাফল্য দেখতে হলে অবিলম্বে প্রয়োজনীয় সংস্কার ও নির্বাচনের রোডম্যাপ ঘোষণা করতে হবে। তিনি দ্রব্যমূল্য নিয়ন্ত্রণ, শ্রমিকদের ন্যায্য মজুরি নিশ্চিতসহ বিভিন্ন দাবি তুলে ধরেন। বক্তারা বলেন, জুলাই-আগস্টের গণঅভ্যুত্থানে শহীদদের রক্তের প্রতি সম্মান জানিয়ে গণতান্ত্রিক রাষ্ট্র বিনির্মাণে সকলকে ঐক্যবদ্ধ হতে হবে। [52,1056,474,1168]
table-cell: ১১,০০০-২৬৫৯০/- (গ্রেড-১৩) [953,996,1067,1039]
table-cell: ০৬ [831,1156,865,1187]
issue-date: বৃহস্পতিবার ২৭ অগ্রহায়ণ ১৪৩১ : ১২ ডিসেম্বর ২০২৪ [310,65,543,102]
table-cell: ০৩ [831,1039,865,1094]
condition-item: ০৪। দরখাস্ত "সভাপতি, নিয়োগ সংক্রান্ত বাছাই কমিটি, চীফ জুডিসিয়াল ম্যাজিস্ট্রেট আদালত, লালমনিরহাট" বরাবর আবেদন করতে হবে। [830,1450,1314,1461]
condition-item: (গ) সংশ্লিষ্ট যোগ্যতার সকল সনদের সত্যায়িত ফটোকপি। [830,1501,1032,1512]
table-cell: প্রসেস সার্ভার [865,1218,953,1249]
condition-item: ০৯। কোটা সম্পর্কিত প্রচলিত সরকারি নীতিমালা অনুসরণ করা হবে। [830,1564,1070,1575]
table-cell: ০১ টি [1067,996,1100,1039]
table-header: Last Selling & Closing Date and Time [663,2011,794,2042]
table-cell: ০১ [831,941,865,996]
table-cell: ৯৩০০-২২৪৯০/- (গ্রেড-১৬) [953,1094,1067,1125]
tender-title: e-Tender Notice No. 01/2024-2025 (OTM) [62,1954,795,1990]
table-cell: ০৫ [831,1125,865,1156]
table-cell: ১১ [831,1309,865,1340]
table-row [831,1309,1486,1340]
table-header: শিক্ষাগত যোগ্যতা [1101,910,1486,941]
sherpur-body: শেরপুর (বগুড়া) সংবাদদাতা: আন্তর্জাতিক নারী নির্যাতন প্রতিরোধ পক্ষ উপলক্ষে বগুড়ার শেরপুর উপজেলায় বাল্যবিবাহ প্রতিরোধ বিষয়ক সভা অনুষ্ঠিত হয়েছে। গতকাল বুধবার দুপুরে উপজেলা পরিষদ হলরুমে উপজেলা মহিলা বিষয়ক কর্মকর্তার কার্যালয়ের আয়োজনে এ সভা অনুষ্ঠিত হয়। সভায় সভাপতিত্ব করেন উপজেলা নির্বাহী অফিসার। প্রধান অতিথি ছিলেন উপজেলা মহিলা বিষয়ক কর্মকর্তা। এ সময় বক্তব্য রাখেন উপজেলা মাধ্যমিক শিক্ষা কর্মকর্তা, শিক্ষক, ইমাম, কাজী ও গণ্যমান্য ব্যক্তিবর্গ। বক্তারা বাল্যবিবাহের কুফল তুলে ধরে সবাইকে সচেতন হওয়ার আহ্বান জানান। [603,726,801,896]
table-row [831,941,1486,996]
signature-icon [610,1777,679,1803]
table-cell: ১১০০০-২৬৫৯০/- (গ্রেড-১৩) [953,941,1067,996]
divider [805,112,806,801]
ad-code: সব-৬৬৭/২৪(৮" x ৪) [62,2355,147,2366]
ad-code: সব-৬৬৫/২৪(৮" x ২) [491,1842,576,1854]
gabtoli-headline: গাবতলীতে চাউল কল মালিক সমিতির কমিটি গঠন [1355,440,1486,492]
table-cell: ৮২৫০-২০০১০/- (গ্রেড-২০) [953,1248,1067,1279]
table-cell: Selling Date: 08-Jan-2025 Time: 17:00 & Closing Date: 09-Jan-2025 Time:14:00 [663,2041,794,2096]
table-cell: ৯৩০০-২২৪৯০/- (গ্রেড-১৬) [953,1156,1067,1187]
condition-item: ১৩। তথ্য গোপন করে বা ভুল তথ্য প্রদান করে চাকুরিতে নিয়োগপ্রাপ্ত হলে, সংশ্লিষ্ট প্রার্থীর বিরুদ্ধে আইনানুগ ব্যবস্থা গ্রহণ করা হবে। [830,1615,1292,1626]
gabtoli-body: গাবতলী (বগুড়া) প্রতিনিধি: বগুড়ার গাবতলী উপজেলা চাউল কল মালিক সমিতির কমিটি গঠন করা হয়েছে। গত মঙ্গলবার বিকেলে উপজেলা সদরে অনুষ্ঠিত সাধারণ সভায় সর্বসম্মতিক্রমে এ কমিটি গঠন করা হয়। কমিটিতে সভাপতি, সাধারণ সম্পাদক ও সাংগঠনিক সম্পাদকসহ বিভিন্ন পদে সদস্যদের নির্বাচিত করা হয়। [1343,493,1498,621]
condition-item: ০৩। প্রার্থীর বয়স ০৪/১২/২০২৪ খ্রিঃ তারিখে ১৮ হতে ৩২ বছরের মধ্যে হতে হবে। [830,1438,1124,1449]
conditions-title: শর্তাবলী [1140,1379,1176,1393]
table-cell: 1044529 [63,2096,115,2151]
table-row [831,1156,1486,1187]
table-row [831,1039,1486,1094]
condition-item: ১২। কর্তৃপক্ষ কোন কারণ দর্শানো ব্যতিরেকে এ নিয়োগ বিজ্ঞপ্তির কার্যক্রম স্থগিত, সময় পরিবর্তন, বাতিল এবং পদের সংখ্যা হ্রাস/বৃদ্ধি করার ক্ষমতা সংরক্ষণ করেন। [830,1602,1398,1614]
table-header: বেতন স্কেল (জাতীয় বেতন স্কেল ২০১৫ অনুযায়ী) [953,910,1067,941]
sherpur-meeting-photo [478,663,598,930]
lead-body-col3: হাসপাতালে ভর্তি রোগীদের বেশিরভাগই শহর এলাকার বাসিন্দা। তবে গ্রামাঞ্চল থেকেও রোগী আসছেন। চিকিৎসকরা বলছেন, জ্বর হলে দেরি না করে দ্রুত পরীক্ষা করাতে হবে। নিজে থেকে ব্যথানাশক ওষুধ সেবন না করার পরামর্শ দিয়েছেন তাঁরা। এদিকে জেলা শহরের বিভিন্ন ড্রেন ও জলাবদ্ধ স্থানে এডিস মশার লার্ভা পাওয়া গেছে বলে জানিয়েছেন কীটতত্ত্ববিদরা। পৌর কর্তৃপক্ষ জানিয়েছে, শিগগিরই বিশেষ পরিচ্ছন্নতা অভিযান শুরু করা হবে। জেলা প্রশাসনের পক্ষ থেকেও সচেতনতামূলক প্রচারণা চালানো হচ্ছে। স্কুল-কলেজে শিক্ষার্থীদের মধ্যে লিফলেট বিতরণ করা হয়েছে। স্বাস্থ্য বিভাগের কর্মকর্তারা আশা করছেন, তাপমাত্রা আরও কমলে মশার প্রজনন কমবে এবং রোগীর সংখ্যাও কমে আসবে। তবে এ জন্য সবাইকে সচেতন থাকতে হবে বলে মনে করেন তাঁরা। হাসপাতালে প্লাটিলেট সংকট দূর করতে প্রয়োজনীয় যন্ত্রপাতি সরবরাহের দাবি জানিয়েছেন রোগীর স্বজনরা। [426,470,792,612]
basad-headline: গণঅভ্যুত্থানের সাফল্য দেখতে সংস্কার ও নির্বাচনের রোডম্যাপ ঘোষণার দাবি [76,986,450,1040]
notice-title: সংশোধিত নিয়োগ বিজ্ঞপ্তি [1011,803,1315,839]
condition-item: ১০। আবেদনপত্র গ্রহণ বা বাতিল করার ক্ষেত্রে কর্তৃপক্ষের সিদ্ধান্তই চূড়ান্ত বলে গণ্য হবে। [830,1577,1141,1588]
lead-body-col1: চাঁপাইনবাবগঞ্জ প্রতিনিধি: ঢাকাসহ দেশের অনেক স্থানের ন্যায় চাঁপাইনবাবগঞ্জেও ডিসেম্বরের শীতেও থেমে নেই ডেঙ্গুর প্রকোপ। তবে চিকিৎসকরা বা জিলা তাইরাসের কোন বাহক কোন সূত্রেই জানা যায়নি। এদিকে শুধু সরকারিভাবে বছরব্যাপী ডেঙ্গু রোগী শনাক্ত হয়ে চিকিৎসার শুরুতেই সংখ্যা পাঁচ শতাধিক। জেলা স্বাস্থ্য বিভাগ জানায়, বছরের প্রথম ৭ মাসে মেডিসিন জ্বর মতই কোনো রোগী সরকারি হাসপাতালে ভর্তি হলেও আগস্ট থেকে জেলায় সরকারিভাবে বেশি শনাক্ত হতে শুরু হয় ডেঙ্গু রোগী। ভর্তি হওয়া শুরু হয় সরকারি ও বেসরকারি হাসপাতালগুলোতে। এভাবেও বছরব্যাপী বর্তি-বিভিন্ন শনাক্ত হয়ে বাড়িতে বা অন্যত্র চিকিৎসা নিয়েছেন অনেকে। এদিকে ২২ নভেম্বর পর্যন্ত সরকারিভাবে শনাক্তকৃত ৫৫০ জন রোগীর মধ্যে শুধু জেলা হাসপাতালে ভর্তি হয়েছেন তিন শতাধিক। অন্যরা জেলার বিভিন্ন সরকারি হাসপাতালে ভর্তি হয়েছেন। তবে জেলায় এখনও কেউ ডেঙ্গু আক্রান্ত হয়ে মারা যায়নি। শিশুসহ চিকিৎসাধীন রয়েছেন বেশ কয়েকজন। জেলা হাসপাতালের বিশেষ ওয়ার্ডে রোগীদের চিকিৎসা দেওয়া হচ্ছে। রোগীদের প্রয়োজনে দেওয়া হয় না প্লাটিলেট। ফলে হেমোরেজিক জ্বর হলে রাজশাহী মেডিকেলে রেফার করা হয়। জেলায় ডেঙ্গু পরীক্ষার কিট সংকট রয়েছে বলে জানা গেছে। জনসচেতনতা বাড়ানোর উদ্যোগ নেওয়া হলেও মশক নিধনে কার্যকর পদক্ষেপ নেই বলে অভিযোগ স্থানীয়দের। [52,278,418,492]
table-cell: ৮৮০০-২০৫৭০/- (গ্রেড-১৮) [953,1218,1067,1249]
condition-item: (ঘ) নিজের ঠিকানা সম্বলিত ১০ টাকার ডাকটিকেট সংযুক্ত ফেরত খাম। [830,1514,1080,1525]
table-cell: ০৪ [831,1094,865,1125]
table-row [831,1125,1486,1156]
ad-code: সব-৬৬৬(১৫" x ৪) [828,2355,904,2366]
